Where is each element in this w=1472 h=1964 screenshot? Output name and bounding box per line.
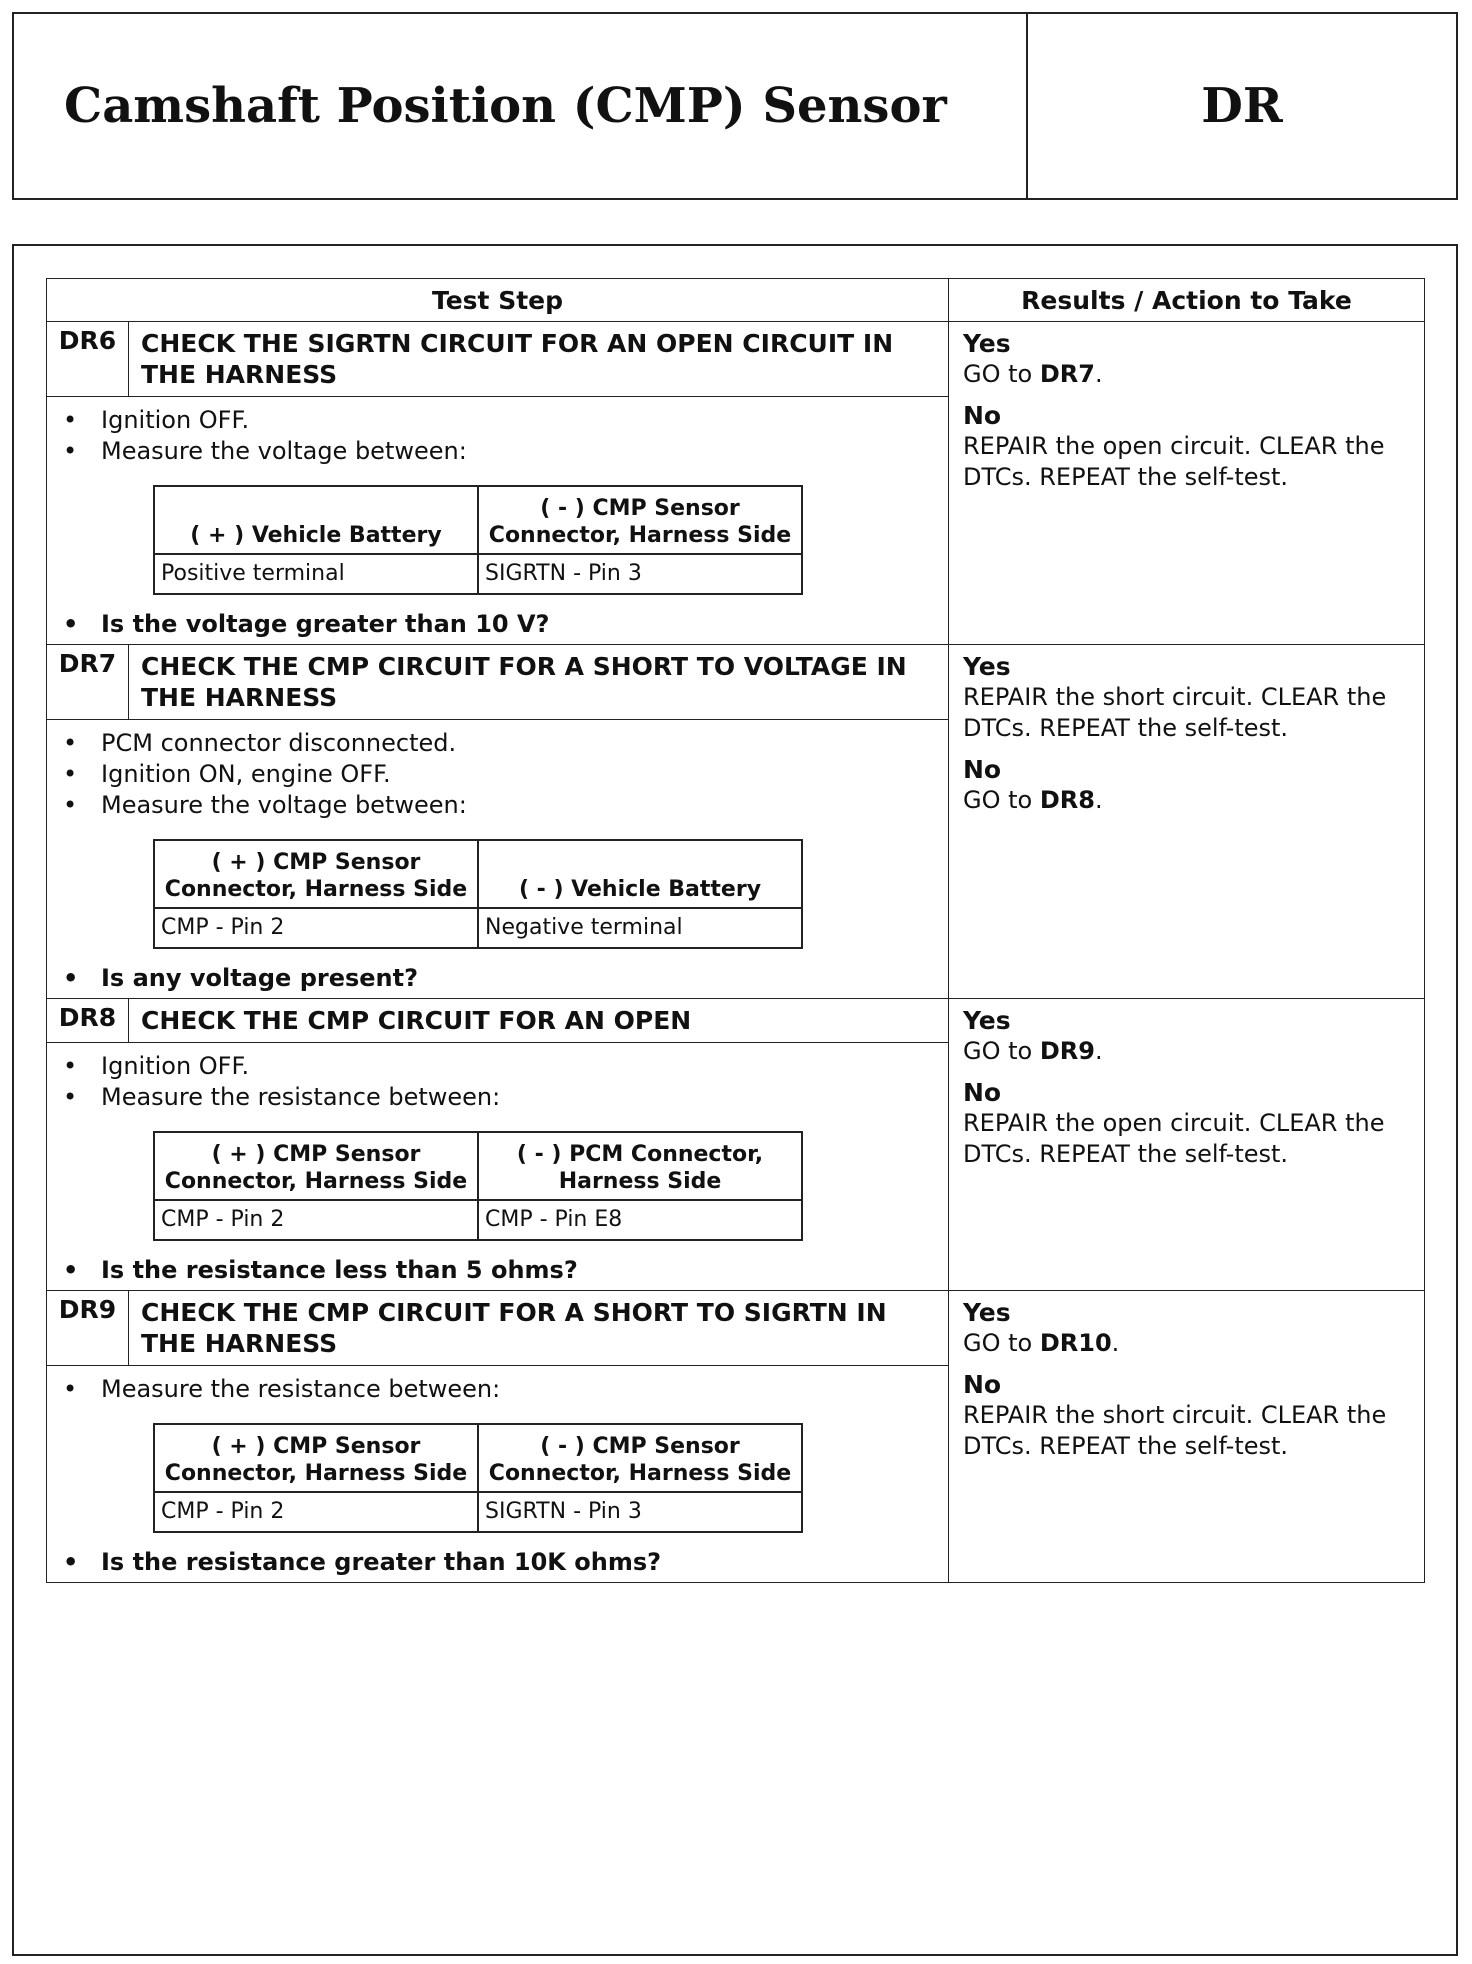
meas-value-minus: SIGRTN - Pin 3 [478, 554, 802, 594]
instruction-item: • PCM connector disconnected. [59, 728, 936, 759]
question-text: • Is the resistance less than 5 ohms? [59, 1255, 936, 1286]
content-frame [12, 244, 1458, 1956]
yes-label: Yes [963, 1006, 1011, 1035]
meas-value-minus: CMP - Pin E8 [478, 1200, 802, 1240]
meas-header-minus: ( - ) PCM Connector, Harness Side [478, 1132, 802, 1200]
meas-header-minus: ( - ) CMP Sensor Connector, Harness Side [478, 486, 802, 554]
measurement-table [153, 485, 803, 595]
goto-step-link[interactable]: DR7 [1039, 360, 1095, 388]
step-question [59, 609, 936, 640]
step-code: DR9 [47, 1291, 129, 1366]
step-result-dr6 [949, 322, 1425, 645]
question-text: • Is the voltage greater than 10 V? [59, 609, 936, 640]
step-title: CHECK THE CMP CIRCUIT FOR AN OPEN [129, 999, 949, 1043]
col-header-results: Results / Action to Take [949, 279, 1425, 322]
step-instructions [59, 728, 936, 821]
no-text: REPAIR the open circuit. CLEAR the DTCs. REPEAT the self-test. [963, 432, 1385, 491]
instruction-item: • Ignition ON, engine OFF. [59, 759, 936, 790]
meas-value-plus: CMP - Pin 2 [154, 1200, 478, 1240]
meas-value-minus: Negative terminal [478, 908, 802, 948]
page-header [12, 12, 1458, 200]
yes-text: REPAIR the short circuit. CLEAR the DTCs. REPEAT the self-test. [963, 683, 1387, 742]
measurement-table [153, 1423, 803, 1533]
instruction-item: • Measure the voltage between: [59, 436, 936, 467]
step-title: CHECK THE CMP CIRCUIT FOR A SHORT TO SIGRTN IN THE HARNESS [129, 1291, 949, 1366]
question-text: • Is any voltage present? [59, 963, 936, 994]
step-result-dr8 [949, 999, 1425, 1291]
yes-text-end: . [1094, 1037, 1103, 1065]
no-label: No [963, 755, 1002, 784]
yes-label: Yes [963, 652, 1011, 681]
yes-text: GO to [963, 1329, 1040, 1357]
instruction-item: • Measure the voltage between: [59, 790, 936, 821]
step-instructions [59, 1374, 936, 1405]
step-code: DR7 [47, 645, 129, 720]
step-body [47, 720, 949, 999]
instruction-item: • Ignition OFF. [59, 405, 936, 436]
measurement-table [153, 1131, 803, 1241]
section-code: DR [1201, 78, 1283, 134]
step-question [59, 1547, 936, 1578]
yes-label: Yes [963, 329, 1011, 358]
meas-header-minus: ( - ) CMP Sensor Connector, Harness Side [478, 1424, 802, 1492]
step-question [59, 963, 936, 994]
no-label: No [963, 1078, 1002, 1107]
goto-step-link[interactable]: DR9 [1039, 1037, 1095, 1065]
instruction-item: • Measure the resistance between: [59, 1082, 936, 1113]
step-code: DR6 [47, 322, 129, 397]
step-title-row-dr6 [47, 322, 1425, 397]
instruction-item: • Measure the resistance between: [59, 1374, 936, 1405]
no-text: GO to [963, 786, 1040, 814]
meas-header-plus: ( + ) CMP Sensor Connector, Harness Side [154, 1132, 478, 1200]
step-title-row-dr8 [47, 999, 1425, 1043]
step-instructions [59, 405, 936, 467]
meas-header-plus: ( + ) CMP Sensor Connector, Harness Side [154, 840, 478, 908]
page-title: Camshaft Position (CMP) Sensor [14, 14, 1028, 198]
meas-header-plus: ( + ) CMP Sensor Connector, Harness Side [154, 1424, 478, 1492]
measurement-table [153, 839, 803, 949]
yes-text: GO to [963, 360, 1040, 388]
instruction-item: • Ignition OFF. [59, 1051, 936, 1082]
table-header-row [47, 279, 1425, 322]
test-step-table [46, 278, 1425, 1583]
no-label: No [963, 401, 1002, 430]
meas-header-minus: ( - ) Vehicle Battery [478, 840, 802, 908]
step-body [47, 1043, 949, 1291]
yes-text: GO to [963, 1037, 1040, 1065]
meas-value-plus: CMP - Pin 2 [154, 908, 478, 948]
step-title-row-dr7 [47, 645, 1425, 720]
goto-step-link[interactable]: DR10 [1039, 1329, 1112, 1357]
yes-text-end: . [1111, 1329, 1120, 1357]
question-text: • Is the resistance greater than 10K ohms? [59, 1547, 936, 1578]
step-title: CHECK THE SIGRTN CIRCUIT FOR AN OPEN CIRCUIT IN THE HARNESS [129, 322, 949, 397]
step-result-dr9 [949, 1291, 1425, 1583]
step-title: CHECK THE CMP CIRCUIT FOR A SHORT TO VOLTAGE IN THE HARNESS [129, 645, 949, 720]
step-code: DR8 [47, 999, 129, 1043]
yes-label: Yes [963, 1298, 1011, 1327]
no-text: REPAIR the open circuit. CLEAR the DTCs. REPEAT the self-test. [963, 1109, 1385, 1168]
no-label: No [963, 1370, 1002, 1399]
meas-value-minus: SIGRTN - Pin 3 [478, 1492, 802, 1532]
yes-text-end: . [1094, 360, 1103, 388]
no-text-end: . [1094, 786, 1103, 814]
step-body [47, 1366, 949, 1583]
no-text: REPAIR the short circuit. CLEAR the DTCs. REPEAT the self-test. [963, 1401, 1387, 1460]
meas-value-plus: Positive terminal [154, 554, 478, 594]
meas-header-plus: ( + ) Vehicle Battery [154, 486, 478, 554]
col-header-test-step: Test Step [47, 279, 949, 322]
step-body [47, 397, 949, 645]
step-question [59, 1255, 936, 1286]
meas-value-plus: CMP - Pin 2 [154, 1492, 478, 1532]
step-title-row-dr9 [47, 1291, 1425, 1366]
step-instructions [59, 1051, 936, 1113]
step-result-dr7 [949, 645, 1425, 999]
goto-step-link[interactable]: DR8 [1039, 786, 1095, 814]
